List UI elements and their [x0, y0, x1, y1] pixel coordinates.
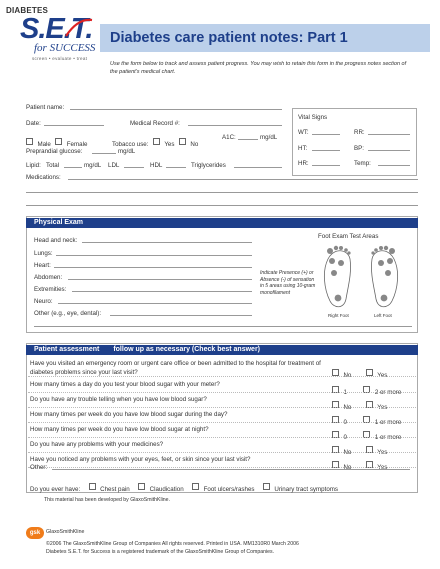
- bp-label: BP:: [354, 145, 364, 152]
- question-7-option-a-label: No: [343, 464, 352, 471]
- question-6-divider: [28, 452, 416, 453]
- question-5-divider: [28, 437, 416, 438]
- exam-abdomen-field[interactable]: [68, 279, 252, 280]
- tobacco-no-checkbox[interactable]: [179, 138, 186, 145]
- question-1-text: Have you visited an emergency room or urgent care office or been admitted to the hospital for treatment of diabetes problems since your last visit?: [30, 360, 321, 376]
- exam-extremities-label: Extremities:: [34, 286, 67, 293]
- medications-field-2[interactable]: [26, 192, 418, 193]
- question-4-text: How many times per week do you have low blood sugar during the day?: [30, 411, 228, 418]
- date-label: Date:: [26, 120, 41, 127]
- question-3-option-b-label: Yes: [377, 404, 388, 411]
- temp-field[interactable]: [378, 165, 410, 166]
- assessment-header-title: Patient assessment: [34, 346, 100, 353]
- other-label: Other:: [30, 464, 48, 471]
- a1c-unit: mg/dL: [260, 134, 278, 141]
- a1c-label: A1C:: [222, 134, 236, 141]
- question-6-option-a-label: No: [343, 449, 352, 456]
- exam-head-neck-field[interactable]: [82, 242, 252, 243]
- foot-exam-note: Indicate Presence (+) or Absence (-) of sensation in 5 areas using 10-gram monofilament: [260, 270, 316, 296]
- physical-exam-header: Physical Exam: [26, 218, 418, 228]
- triglycerides-field[interactable]: [234, 167, 282, 168]
- intro-text: Use the form below to track and assess patient progress. You may wish to retain this form in the progress notes section of the patient’s medical chart.: [110, 61, 407, 76]
- right-foot-label: Right Foot: [328, 313, 349, 318]
- logo-for-success: for SUCCESS: [34, 42, 96, 54]
- question-4-option-b-label: 1 or more: [374, 419, 402, 426]
- question-1-answers: [332, 364, 387, 382]
- medications-field-3[interactable]: [26, 205, 418, 206]
- question-2-text: How many times a day do you test your blood sugar with your meter?: [30, 381, 220, 388]
- male-label: Male: [37, 141, 51, 148]
- tobacco-label: Tobacco use:: [112, 141, 149, 148]
- lipid-total-label: Total: [46, 162, 60, 169]
- vital-signs-title: Vital Signs: [298, 114, 328, 121]
- rr-label: RR:: [354, 129, 365, 136]
- lipid-total-field[interactable]: [64, 167, 82, 168]
- exam-abdomen-label: Abdomen:: [34, 274, 63, 281]
- foot-ulcers-label: Foot ulcers/rashes: [203, 486, 255, 493]
- question-4-option-a-label: 0: [343, 419, 347, 426]
- assessment-header: [26, 345, 418, 355]
- logo-swoosh-icon: [64, 16, 94, 40]
- symptoms-row: [30, 478, 338, 496]
- question-5-option-a-label: 0: [343, 434, 347, 441]
- exam-head-neck-label: Head and neck:: [34, 237, 78, 244]
- question-7-text: Have you noticed any problems with your eyes, feet, or skin since your last visit?: [30, 456, 251, 463]
- chest-pain-checkbox[interactable]: [89, 483, 96, 490]
- question-6-option-b-label: Yes: [377, 449, 388, 456]
- preprandial-unit: mg/dL: [118, 148, 136, 155]
- medical-record-label: Medical Record #:: [130, 120, 180, 127]
- date-field[interactable]: [44, 125, 104, 126]
- hr-field[interactable]: [312, 165, 340, 166]
- exam-neuro-label: Neuro:: [34, 298, 53, 305]
- claudication-label: Claudication: [149, 486, 184, 493]
- assessment-header-subtitle: follow up as necessary (Check best answer): [113, 346, 260, 353]
- question-4-divider: [28, 422, 416, 423]
- exam-heart-label: Heart:: [34, 262, 51, 269]
- bp-field[interactable]: [368, 150, 410, 151]
- foot-ulcers-checkbox[interactable]: [192, 483, 199, 490]
- exam-extra-field[interactable]: [34, 326, 412, 327]
- medications-label: Medications:: [26, 174, 61, 181]
- tobacco-yes-checkbox[interactable]: [153, 138, 160, 145]
- tobacco-no-label: No: [190, 141, 199, 148]
- question-5-text: How many times per week do you have low blood sugar at night?: [30, 426, 209, 433]
- trademark-text: Diabetes S.E.T. for Success is a registered trademark of the GlaxoSmithKline Group of Companies.: [46, 549, 275, 555]
- ht-field[interactable]: [312, 150, 340, 151]
- logo-tagline: screen • evaluate • treat: [32, 56, 88, 61]
- ldl-label: LDL: [108, 162, 120, 169]
- question-2-option-b-label: 2 or more: [374, 389, 402, 396]
- question-7-divider: [28, 467, 416, 468]
- question-1-option-a-label: No: [343, 372, 352, 379]
- exam-other-label: Other (e.g., eye, dental):: [34, 310, 102, 317]
- exam-extremities-field[interactable]: [72, 291, 252, 292]
- gsk-name: GlaxoSmithKline: [46, 529, 85, 535]
- question-5-option-b-label: 1 or more: [374, 434, 402, 441]
- question-7-answers: [332, 456, 387, 474]
- preprandial-field[interactable]: [92, 153, 116, 154]
- patient-name-field[interactable]: [70, 109, 282, 110]
- other-field[interactable]: [52, 469, 410, 470]
- page-title: Diabetes care patient notes: Part 1: [110, 30, 348, 46]
- hr-label: HR:: [298, 160, 309, 167]
- question-3-text: Do you have any trouble telling when you have low blood sugar?: [30, 396, 207, 403]
- question-3-option-a-label: No: [343, 404, 352, 411]
- female-checkbox[interactable]: [55, 138, 62, 145]
- chest-pain-label: Chest pain: [100, 486, 130, 493]
- foot-diagram-icon: [314, 243, 408, 313]
- hdl-label: HDL: [150, 162, 163, 169]
- preprandial-label: Preprandial glucose:: [26, 148, 83, 155]
- rr-field[interactable]: [368, 134, 410, 135]
- question-3-divider: [28, 407, 416, 408]
- logo-diabetes-text: DIABETES: [6, 6, 49, 15]
- foot-exam-title: Foot Exam Test Areas: [318, 233, 379, 240]
- patient-name-label: Patient name:: [26, 104, 65, 111]
- male-checkbox[interactable]: [26, 138, 33, 145]
- question-2-option-a-label: 1: [343, 389, 347, 396]
- tobacco-yes-label: Yes: [164, 141, 175, 148]
- ever-have-label: Do you ever have:: [30, 486, 81, 493]
- question-6-text: Do you have any problems with your medicines?: [30, 441, 164, 448]
- medical-record-field[interactable]: [188, 125, 282, 126]
- exam-lungs-field[interactable]: [56, 255, 252, 256]
- exam-heart-field[interactable]: [54, 267, 252, 268]
- gsk-logo-icon: gsk: [26, 527, 44, 539]
- copyright-text: ©2006 The GlaxoSmithKline Group of Companies All rights reserved. Printed in USA. MM1310R0 March 2006: [46, 541, 299, 547]
- medications-field-1[interactable]: [68, 179, 418, 180]
- ldl-field[interactable]: [124, 167, 144, 168]
- wt-label: WT:: [298, 129, 309, 136]
- urinary-tract-checkbox[interactable]: [263, 483, 270, 490]
- question-1-divider: [28, 376, 416, 377]
- exam-lungs-label: Lungs:: [34, 250, 53, 257]
- urinary-tract-label: Urinary tract symptoms: [274, 486, 339, 493]
- question-7-option-b-label: Yes: [377, 464, 388, 471]
- wt-field[interactable]: [312, 134, 340, 135]
- question-2-divider: [28, 392, 416, 393]
- a1c-field[interactable]: [238, 139, 258, 140]
- hdl-field[interactable]: [166, 167, 186, 168]
- question-1-option-b-label: Yes: [377, 372, 388, 379]
- triglycerides-label: Triglycerides: [191, 162, 226, 169]
- lipid-total-unit: mg/dL: [84, 162, 102, 169]
- exam-other-field[interactable]: [110, 315, 252, 316]
- left-foot-label: Left Foot: [374, 313, 392, 318]
- ht-label: HT:: [298, 145, 308, 152]
- temp-label: Temp:: [354, 160, 371, 167]
- lipid-label: Lipid:: [26, 162, 41, 169]
- female-label: Female: [66, 141, 88, 148]
- claudication-checkbox[interactable]: [138, 483, 145, 490]
- developed-by-text: This material has been developed by GlaxoSmithKline.: [44, 497, 171, 503]
- exam-neuro-field[interactable]: [58, 303, 252, 304]
- logo-set: S.E.T.: [20, 13, 93, 45]
